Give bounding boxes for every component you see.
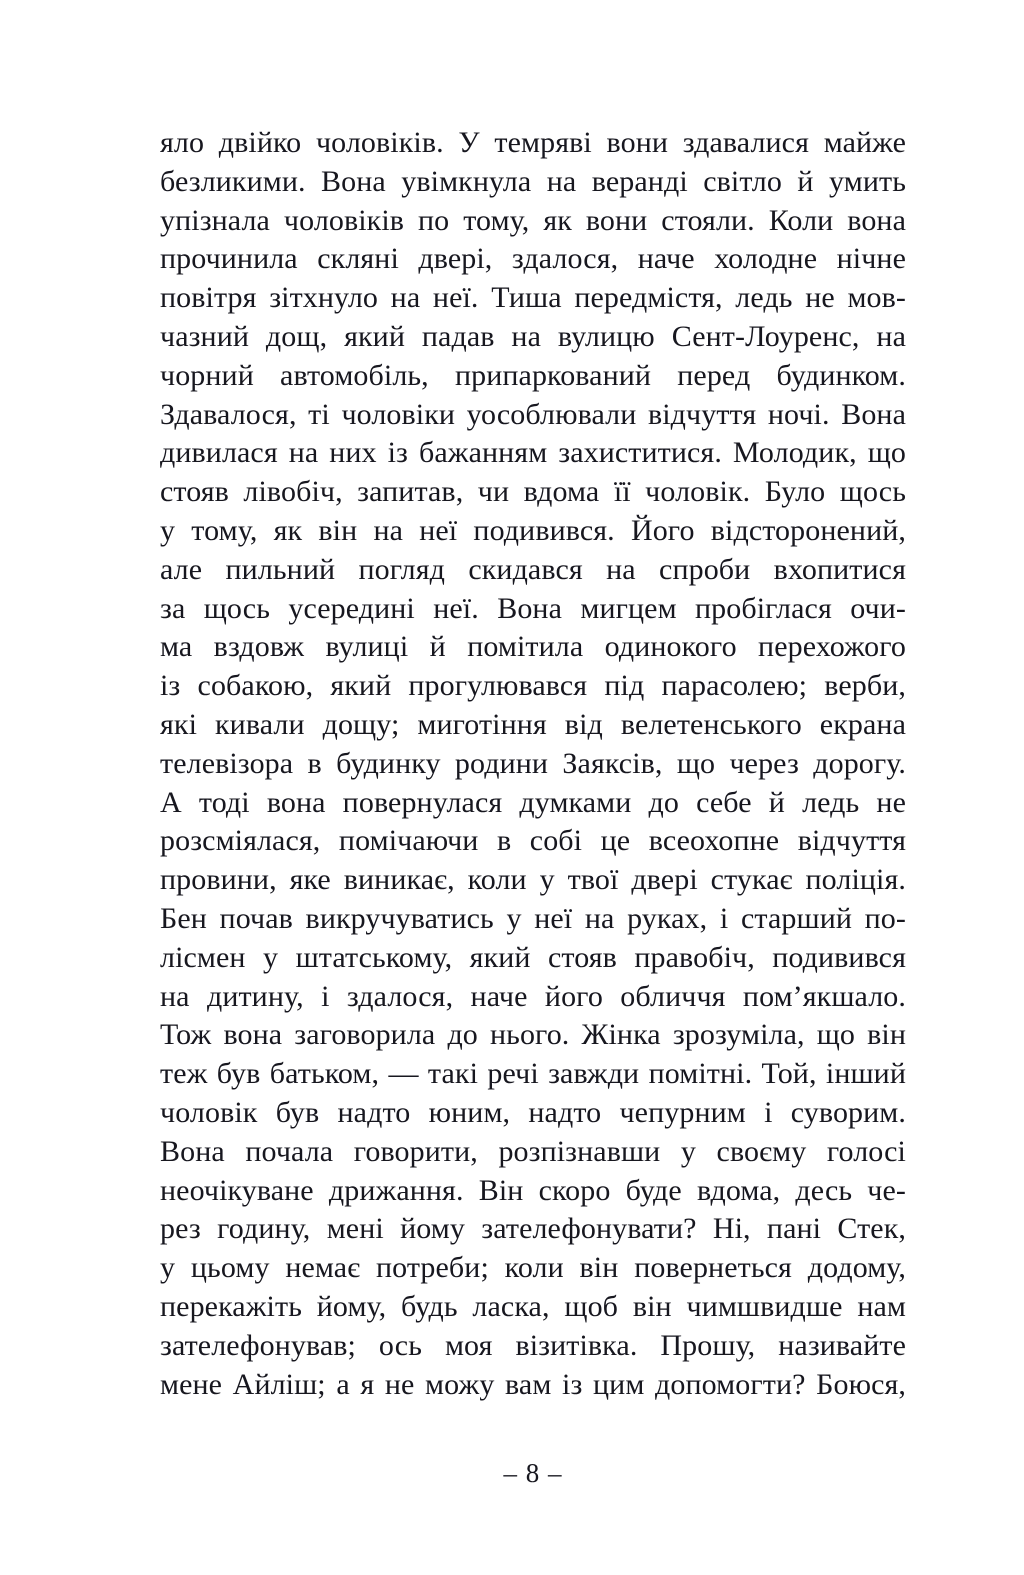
text-line: повітря зітхнуло на неї. Тиша передмістя, ледь не мов- xyxy=(160,281,906,315)
text-line: зателефонував; ось моя візитівка. Прошу, називайте xyxy=(160,1328,906,1362)
text-line: дивилася на них із бажанням захиститися. Молодик, що xyxy=(160,436,906,470)
text-line: лісмен у штатському, який стояв правобіч, подивився xyxy=(160,940,906,974)
text-line: Тож вона заговорила до нього. Жінка зрозуміла, що він xyxy=(160,1018,906,1052)
text-line: Бен почав викручуватись у неї на руках, і старший по- xyxy=(160,901,906,935)
text-line: рез годину, мені йому зателефонувати? Ні, пані Стек, xyxy=(160,1212,906,1246)
text-line: чазний дощ, який падав на вулицю Сент-Лоуренс, на xyxy=(160,319,906,353)
text-line: яло двійко чоловіків. У темряві вони здавалися майже xyxy=(160,126,906,159)
text-line: із собакою, який прогулювався під парасолею; верби, xyxy=(160,669,906,703)
text-line: А тоді вона повернулася думками до себе й ледь не xyxy=(160,785,906,819)
text-line: стояв лівобіч, запитав, чи вдома її чоловік. Було щось xyxy=(160,475,906,509)
text-line: теж був батьком, — такі речі завжди помітні. Той, інший xyxy=(160,1057,906,1091)
text-line: мене Айліш; а я не можу вам із цим допомогти? Боюся, xyxy=(160,1367,906,1401)
text-line: провини, яке виникає, коли у твої двері стукає поліція. xyxy=(160,863,906,897)
text-line: ма вздовж вулиці й помітила одинокого перехожого xyxy=(160,630,906,664)
text-line: Здавалося, ті чоловіки уособлювали відчуття ночі. Вона xyxy=(160,397,906,431)
text-line: чоловік був надто юним, надто чепурним і суворим. xyxy=(160,1095,906,1129)
text-line: чорний автомобіль, припаркований перед будинком. xyxy=(160,358,906,392)
text-line: безликими. Вона увімкнула на веранді світло й умить xyxy=(160,164,906,198)
text-line: прочинила скляні двері, здалося, наче холодне нічне xyxy=(160,242,906,276)
text-line: Вона почала говорити, розпізнавши у своєму голосі xyxy=(160,1134,906,1168)
text-line: у тому, як він на неї подивився. Його відсторонений, xyxy=(160,513,906,547)
text-line: на дитину, і здалося, наче його обличчя пом’якшало. xyxy=(160,979,906,1013)
text-line: за щось усередині неї. Вона мигцем пробіглася очи- xyxy=(160,591,906,625)
text-line: перекажіть йому, будь ласка, щоб він чимшвидше нам xyxy=(160,1289,906,1323)
text-line: неочікуване дрижання. Він скоро буде вдома, десь че- xyxy=(160,1173,906,1207)
text-line: у цьому немає потреби; коли він повернеться додому, xyxy=(160,1251,906,1285)
text-line: розсміялася, помічаючи в собі це всеохопне відчуття xyxy=(160,824,906,858)
text-line: телевізора в будинку родини Заяксів, що через дорогу. xyxy=(160,746,906,780)
text-line: які кивали дощу; миготіння від велетенського екрана xyxy=(160,707,906,741)
text-line: але пильний погляд скидався на спроби вхопитися xyxy=(160,552,906,586)
page-number: – 8 – xyxy=(503,1458,563,1488)
paragraph-text xyxy=(160,124,906,1404)
text-line: упізнала чоловіків по тому, як вони стояли. Коли вона xyxy=(160,203,906,237)
